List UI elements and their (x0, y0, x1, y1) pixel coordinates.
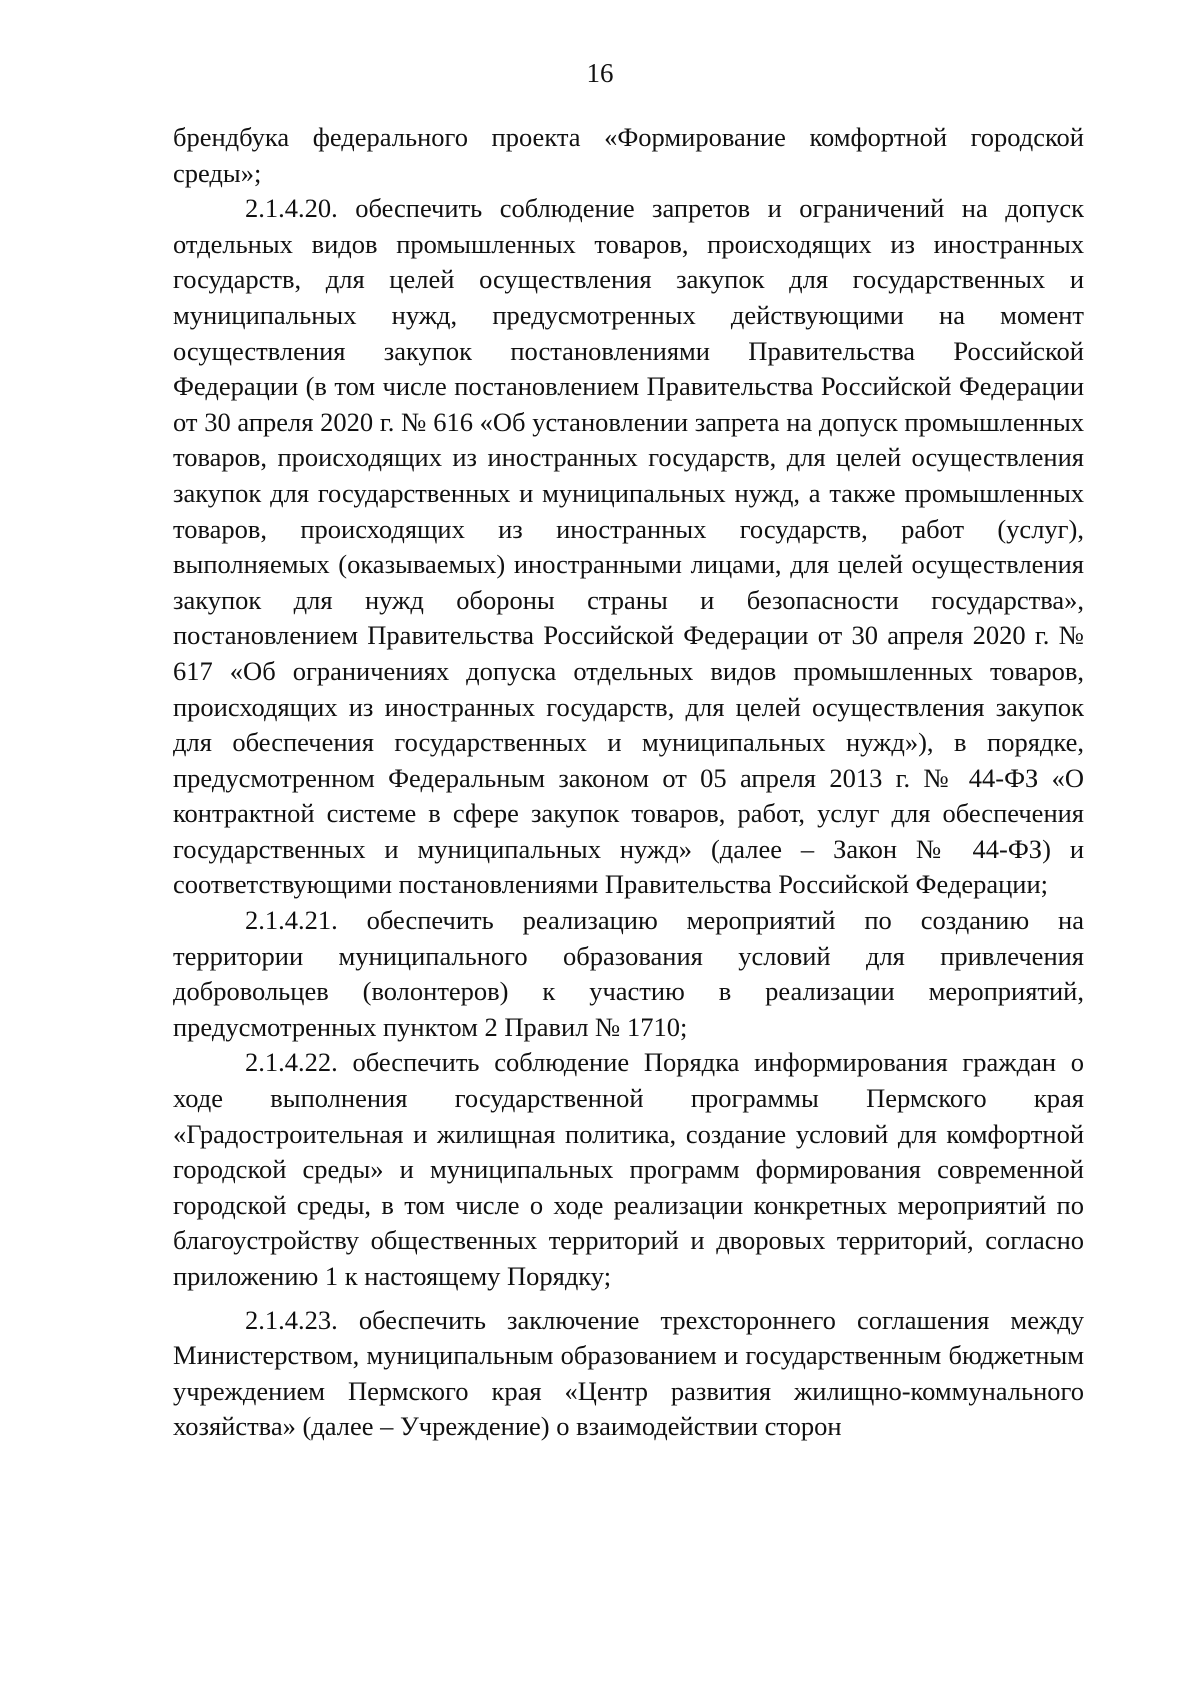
paragraph-2-1-4-23: 2.1.4.23. обеспечить заключение трехстороннего соглашения между Министерством, муниципальным образованием и государственным бюджетным учреждением Пермского края «Центр развития жилищно-коммунального хозяйства» (далее – Учреждение) о взаимодействии сторон (173, 1304, 1084, 1442)
paragraph-continuation: брендбука федерального проекта «Формирование комфортной городской среды»; (173, 122, 1084, 188)
page-number: 16 (586, 58, 614, 88)
paragraph-2-1-4-22: 2.1.4.22. обеспечить соблюдение Порядка информирования граждан о ходе выполнения государственной программы Пермского края «Градостроительная и жилищная политика, создание условий для комфортной городской среды» и муниципальных программ формирования современной городской среды, в том числе о ходе реализации конкретных мероприятий по благоустройству общественных территорий и дворовых территорий, согласно приложению 1 к настоящему Порядку; (173, 1047, 1084, 1291)
document-body (173, 120, 1084, 1445)
paragraph-2-1-4-20: 2.1.4.20. обеспечить соблюдение запретов и ограничений на допуск отдельных видов промышленных товаров, происходящих из иностранных государств, для целей осуществления закупок для государственных и муниципальных нужд, предусмотренных действующими на момент осуществления закупок постановлениями Правительства Российской Федерации (в том числе постановлением Правительства Российской Федерации от 30 апреля 2020 г. № 616 «Об установлении запрета на допуск промышленных товаров, происходящих из иностранных государств, для целей осуществления закупок для государственных и муниципальных нужд, а также промышленных товаров, происходящих из иностранных государств, работ (услуг), выполняемых (оказываемых) иностранными лицами, для целей осуществления закупок для нужд обороны страны и безопасности государства», постановлением Правительства Российской Федерации от 30 апреля 2020 г. № 617 «Об ограничениях допуска отдельных видов промышленных товаров, происходящих из иностранных государств, для целей осуществления закупок для обеспечения государственных и муниципальных нужд»), в порядке, предусмотренном Федеральным законом от 05 апреля 2013 г. № 44-ФЗ «О контрактной системе в сфере закупок товаров, работ, услуг для обеспечения государственных и муниципальных нужд» (далее – Закон № 44-ФЗ) и соответствующими постановлениями Правительства Российской Федерации; (173, 193, 1084, 900)
paragraph-2-1-4-21: 2.1.4.21. обеспечить реализацию мероприятий по созданию на территории муниципального образования условий для привлечения добровольцев (волонтеров) к участию в реализации мероприятий, предусмотренных пунктом 2 Правил № 1710; (173, 905, 1084, 1042)
